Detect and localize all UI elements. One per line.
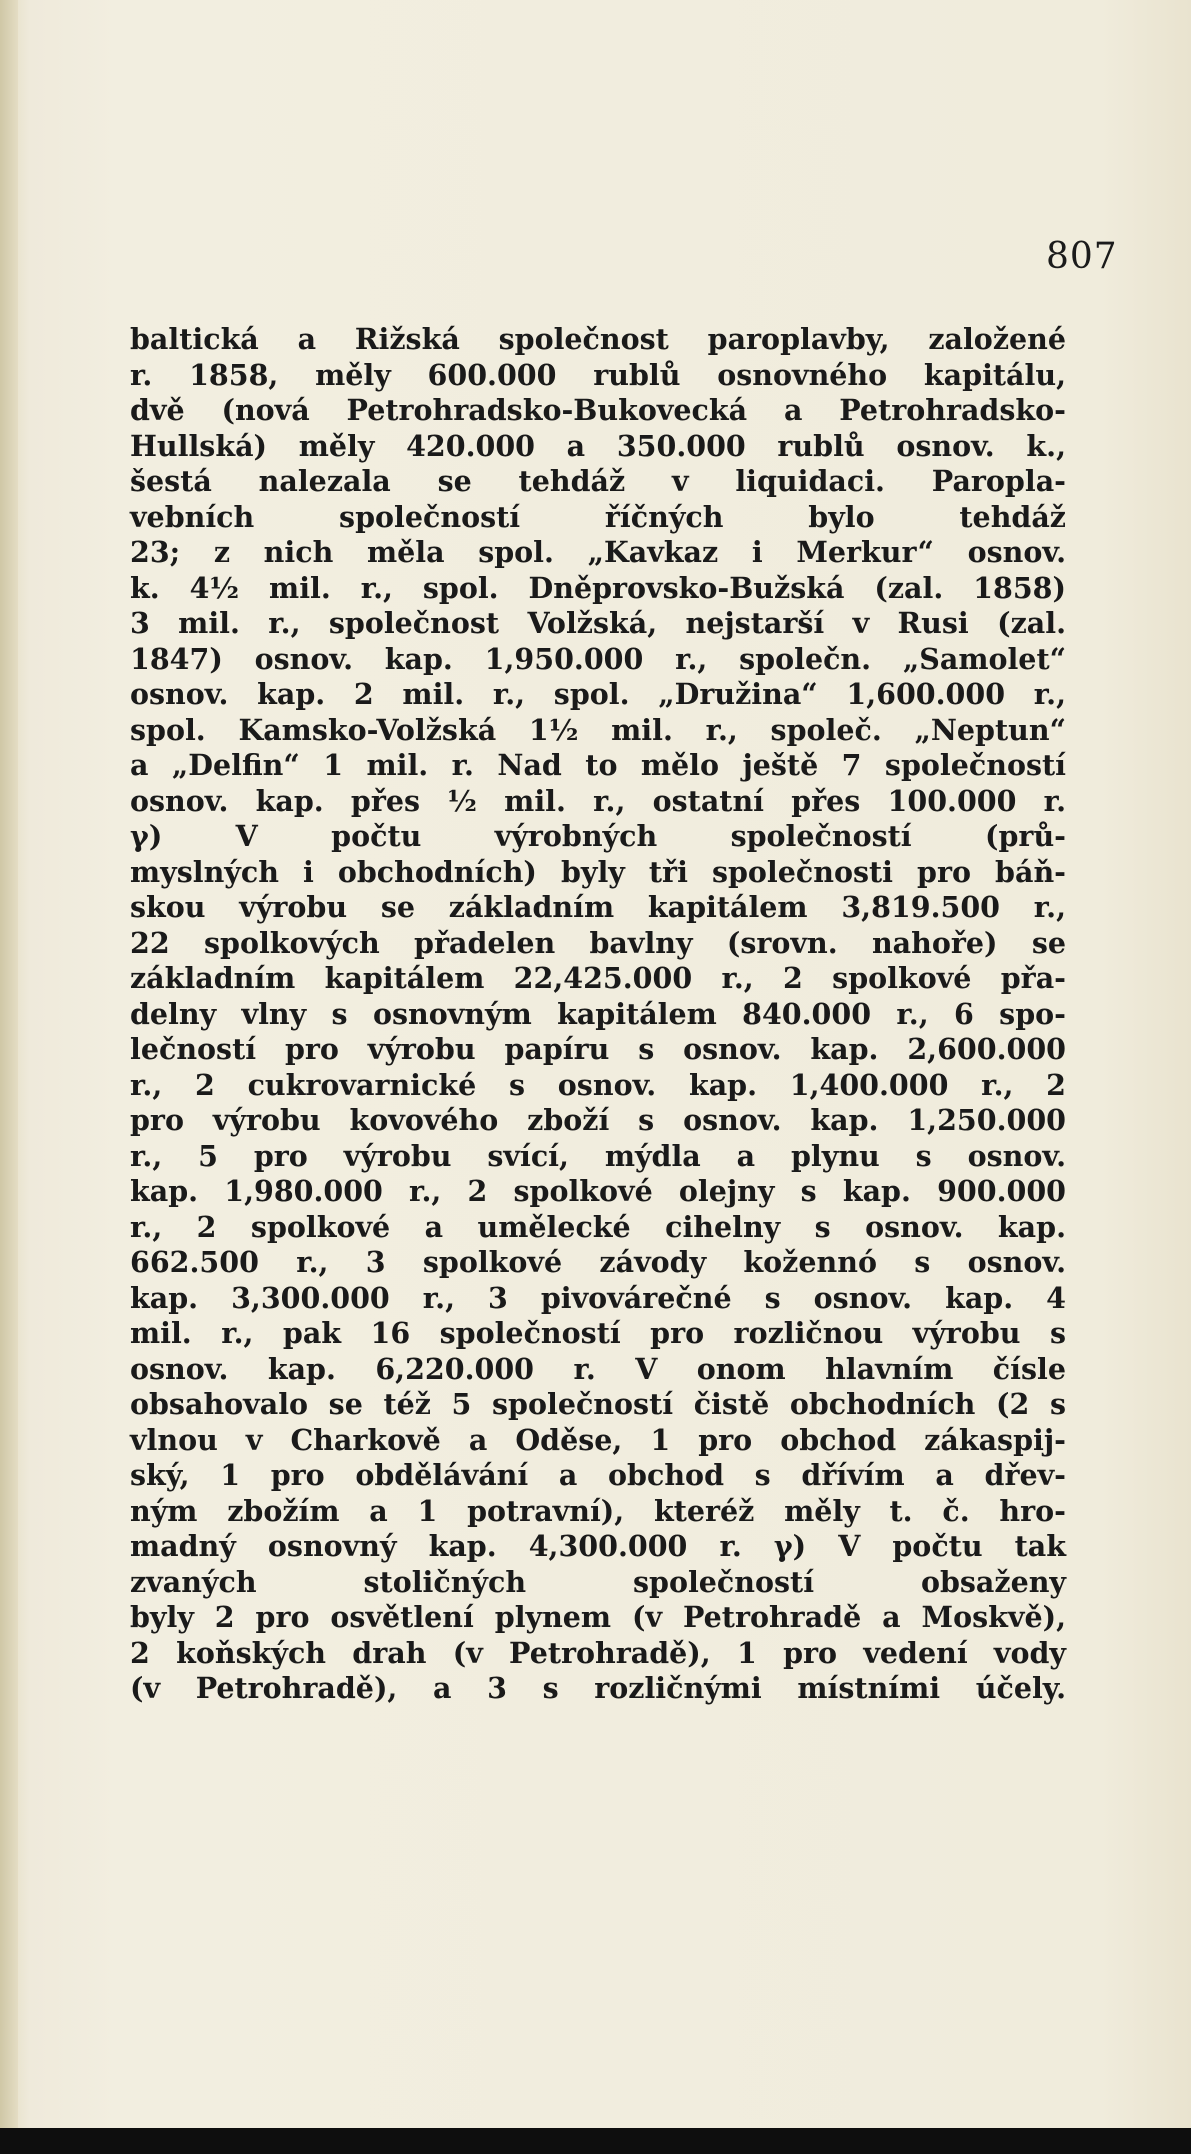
- text-line: 22 spolkových přadelen bavlny (srovn. nahoře) se: [130, 925, 1066, 960]
- text-line: Hullská) měly 420.000 a 350.000 rublů osnov. k.,: [130, 428, 1066, 463]
- text-line: mil. r., pak 16 společností pro rozličnou výrobu s: [130, 1316, 1066, 1350]
- text-line: delny vlny s osnovným kapitálem 840.000 r., 6 spo-: [130, 996, 1066, 1031]
- text-line: šestá nalezala se tehdáž v liquidaci. Paropla-: [130, 464, 1066, 498]
- text-line: spol. Kamsko-Volžská 1½ mil. r., společ. „Neptun“: [130, 712, 1066, 747]
- text-line: myslných i obchodních) byly tři společnosti pro báň-: [130, 854, 1066, 889]
- text-line: skou výrobu se základním kapitálem 3,819.500 r.,: [130, 890, 1066, 924]
- text-line: vebních společností říčných bylo tehdáž: [130, 499, 1066, 534]
- text-line: 23; z nich měla spol. „Kavkaz i Merkur“ osnov.: [130, 535, 1066, 569]
- text-line: r., 2 spolkové a umělecké cihelny s osnov. kap.: [130, 1209, 1066, 1244]
- text-line: kap. 3,300.000 r., 3 pivovárečné s osnov. kap. 4: [130, 1280, 1066, 1315]
- text-line: 3 mil. r., společnost Volžská, nejstarší v Rusi (zal.: [130, 606, 1066, 640]
- body-text: [130, 322, 1066, 1707]
- text-line: a „Delfin“ 1 mil. r. Nad to mělo ještě 7 společností: [130, 748, 1066, 782]
- text-line: lečností pro výrobu papíru s osnov. kap. 2,600.000: [130, 1032, 1066, 1066]
- text-line: 1847) osnov. kap. 1,950.000 r., společn. „Samolet“: [130, 641, 1066, 676]
- text-line: r., 5 pro výrobu svící, mýdla a plynu s osnov.: [130, 1138, 1066, 1173]
- text-line: obsahovalo se též 5 společností čistě obchodních (2 s: [130, 1387, 1066, 1421]
- text-line: r., 2 cukrovarnické s osnov. kap. 1,400.000 r., 2: [130, 1067, 1066, 1102]
- text-line: r. 1858, měly 600.000 rublů osnovného kapitálu,: [130, 357, 1066, 392]
- page-number: 807: [1046, 236, 1118, 277]
- text-line: byly 2 pro osvětlení plynem (v Petrohradě a Moskvě),: [130, 1600, 1066, 1634]
- text-line: osnov. kap. 2 mil. r., spol. „Družina“ 1,600.000 r.,: [130, 677, 1066, 711]
- text-line: madný osnovný kap. 4,300.000 r. γ) V počtu tak: [130, 1529, 1066, 1563]
- text-line: pro výrobu kovového zboží s osnov. kap. 1,250.000: [130, 1103, 1066, 1137]
- text-line: k. 4½ mil. r., spol. Dněprovsko-Bužská (zal. 1858): [130, 570, 1066, 605]
- page-gutter: [0, 0, 18, 2128]
- text-line: baltická a Rižská společnost paroplavby, založené: [130, 322, 1066, 356]
- text-line: 2 koňských drah (v Petrohradě), 1 pro vedení vody: [130, 1635, 1066, 1670]
- text-line: zvaných stoličných společností obsaženy: [130, 1564, 1066, 1599]
- text-line: γ) V počtu výrobných společností (prů-: [130, 819, 1066, 853]
- text-line: dvě (nová Petrohradsko-Bukovecká a Petrohradsko-: [130, 393, 1066, 427]
- text-line: vlnou v Charkově a Oděse, 1 pro obchod zákaspij-: [130, 1422, 1066, 1457]
- text-line: ský, 1 pro obdělávání a obchod s dřívím a dřev-: [130, 1458, 1066, 1492]
- text-line: (v Petrohradě), a 3 s rozličnými místními účely.: [130, 1671, 1066, 1705]
- text-line: ným zbožím a 1 potravní), kteréž měly t. č. hro-: [130, 1493, 1066, 1528]
- text-line: základním kapitálem 22,425.000 r., 2 spolkové přa-: [130, 961, 1066, 995]
- text-line: osnov. kap. 6,220.000 r. V onom hlavním čísle: [130, 1351, 1066, 1386]
- text-line: kap. 1,980.000 r., 2 spolkové olejny s kap. 900.000: [130, 1174, 1066, 1208]
- text-line: osnov. kap. přes ½ mil. r., ostatní přes 100.000 r.: [130, 783, 1066, 818]
- text-line: 662.500 r., 3 spolkové závody kožennó s osnov.: [130, 1245, 1066, 1279]
